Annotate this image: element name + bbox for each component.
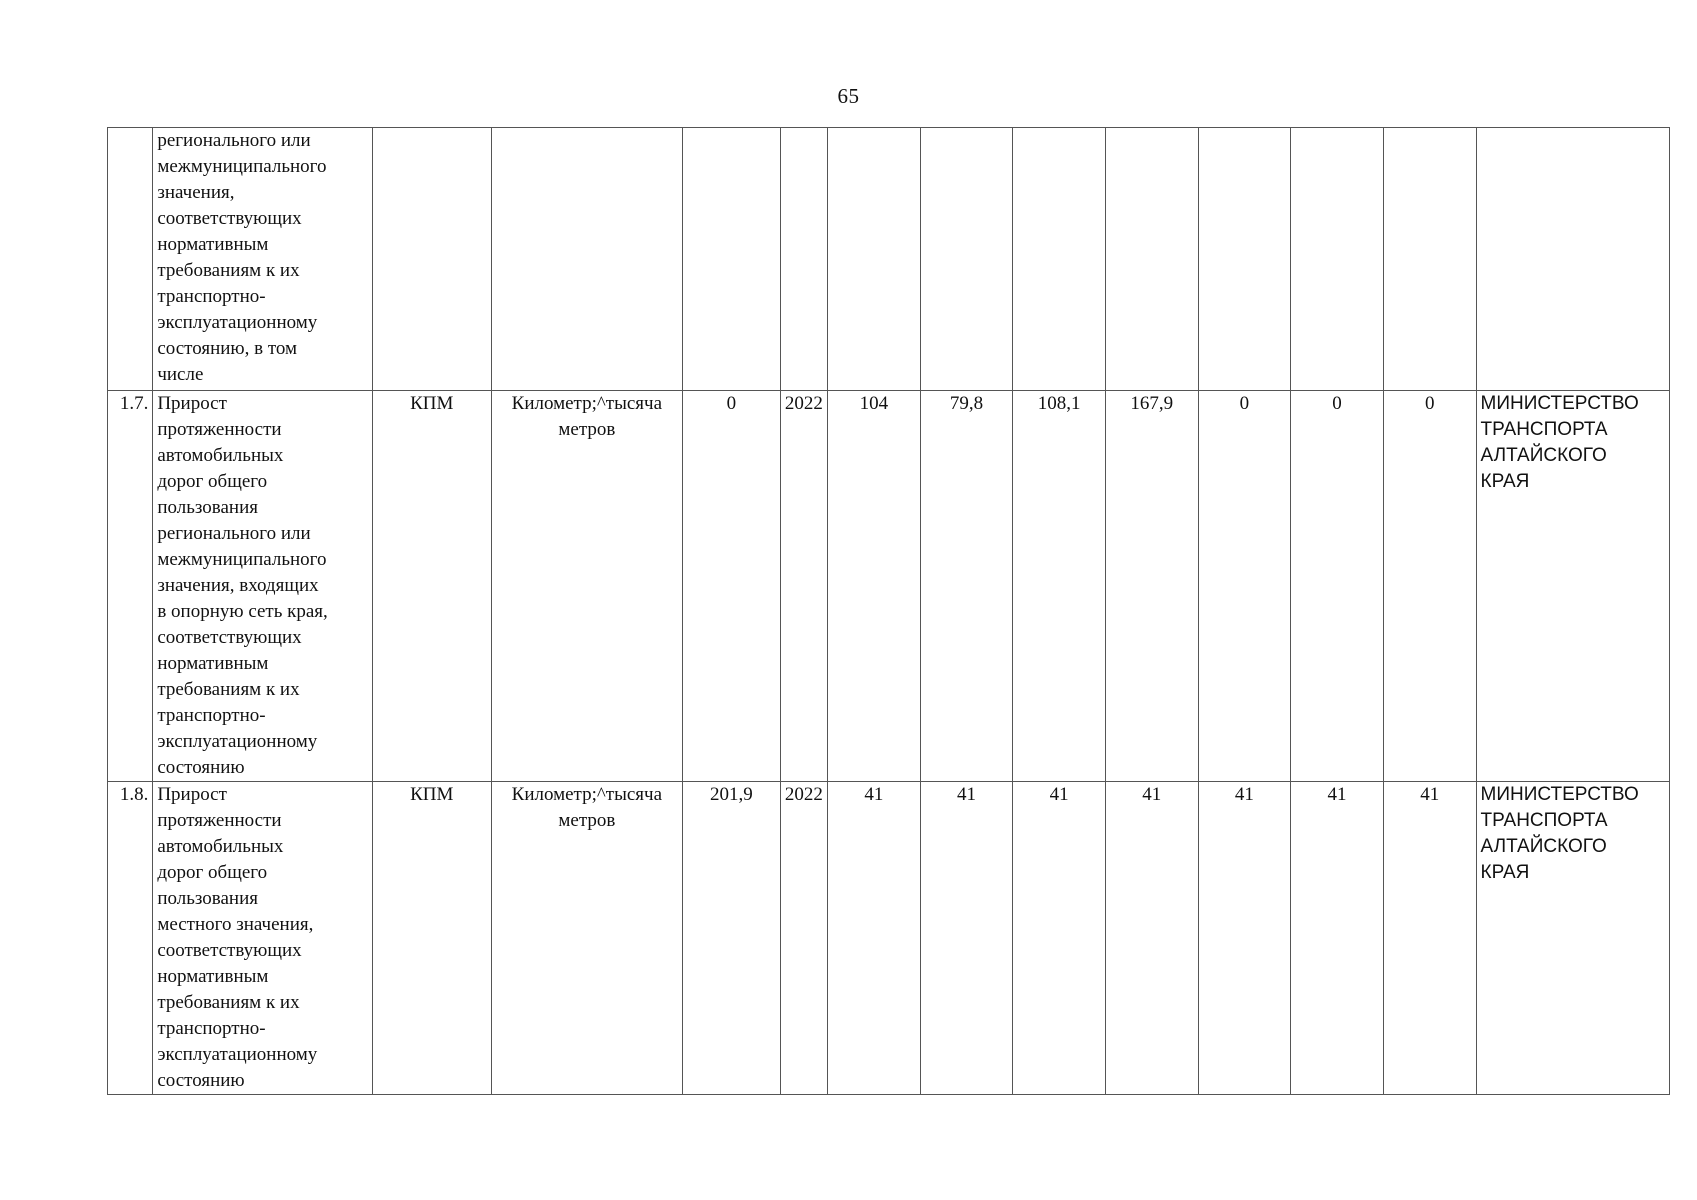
base-value: 0 — [683, 391, 781, 782]
value-2 — [920, 128, 1013, 391]
table-row — [108, 391, 1670, 782]
value-3 — [1013, 128, 1106, 391]
indicator-type: КПМ — [372, 391, 491, 782]
value-6 — [1291, 128, 1384, 391]
indicator-name: Прирост протяженности автомобильных дорог общего пользования местного значения, соответствующих нормативным требованиям к их транспортно- эксплуатационному состоянию — [153, 782, 373, 1095]
base-year — [780, 128, 827, 391]
unit-of-measure: Километр;^тысяча метров — [491, 391, 682, 782]
value-7: 0 — [1383, 391, 1476, 782]
indicator-type: КПМ — [372, 782, 491, 1095]
indicator-type — [372, 128, 491, 391]
value-1: 41 — [828, 782, 921, 1095]
row-number: 1.8. — [108, 782, 153, 1095]
value-4: 167,9 — [1105, 391, 1198, 782]
row-number: 1.7. — [108, 391, 153, 782]
page-number: 65 — [837, 84, 860, 108]
unit-of-measure: Километр;^тысяча метров — [491, 782, 682, 1095]
value-6: 0 — [1291, 391, 1384, 782]
table-row — [108, 782, 1670, 1095]
value-2: 41 — [920, 782, 1013, 1095]
indicators-table — [107, 127, 1670, 1095]
value-4 — [1105, 128, 1198, 391]
base-year: 2022 — [780, 391, 827, 782]
value-3: 41 — [1013, 782, 1106, 1095]
responsible-body: МИНИСТЕРСТВО ТРАНСПОРТА АЛТАЙСКОГО КРАЯ — [1476, 782, 1669, 1095]
value-2: 79,8 — [920, 391, 1013, 782]
value-1: 104 — [828, 391, 921, 782]
responsible-body: МИНИСТЕРСТВО ТРАНСПОРТА АЛТАЙСКОГО КРАЯ — [1476, 391, 1669, 782]
value-5 — [1198, 128, 1291, 391]
value-5: 0 — [1198, 391, 1291, 782]
base-year: 2022 — [780, 782, 827, 1095]
indicator-name: Прирост протяженности автомобильных дорог общего пользования регионального или межмуниципального значения, входящих в опорную сеть края, соответствующих нормативным требованиям к их транспортно- эксплуатационному состоянию — [153, 391, 373, 782]
row-number — [108, 128, 153, 391]
value-3: 108,1 — [1013, 391, 1106, 782]
base-value — [683, 128, 781, 391]
value-7: 41 — [1383, 782, 1476, 1095]
indicator-name: регионального или межмуниципального значения, соответствующих нормативным требованиям к их транспортно- эксплуатационному состоянию, в том числе — [153, 128, 373, 391]
value-4: 41 — [1105, 782, 1198, 1095]
value-5: 41 — [1198, 782, 1291, 1095]
table-row — [108, 128, 1670, 391]
base-value: 201,9 — [683, 782, 781, 1095]
unit-of-measure — [491, 128, 682, 391]
value-1 — [828, 128, 921, 391]
value-6: 41 — [1291, 782, 1384, 1095]
responsible-body — [1476, 128, 1669, 391]
value-7 — [1383, 128, 1476, 391]
